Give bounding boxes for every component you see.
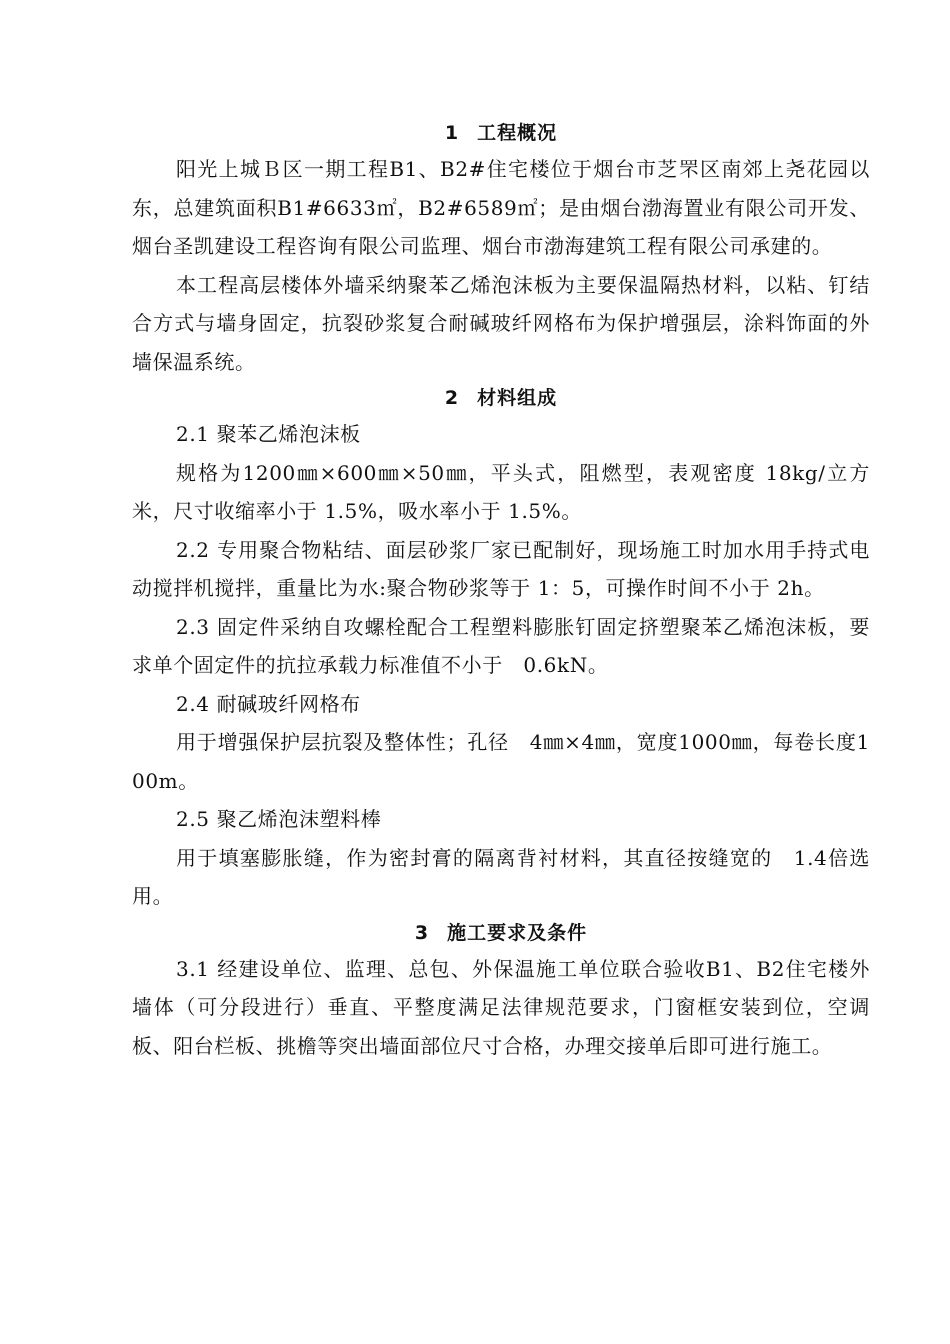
section-heading-3	[132, 916, 870, 950]
section-title: 工程概况	[477, 122, 558, 144]
paragraph: 2.2 专用聚合物粘结、面层砂浆厂家已配制好，现场施工时加水用手持式电动搅拌机搅拌，重量比为水:聚合物砂浆等于 1：5，可操作时间不小于 2h。	[132, 537, 870, 600]
section-number: 1	[444, 122, 460, 144]
subsection-title: 2.5 聚乙烯泡沫塑料棒	[176, 807, 382, 831]
paragraph: 用于增强保护层抗裂及整体性；孔径 4㎜×4㎜，宽度1000㎜，每卷长度100m。	[132, 730, 870, 793]
section-title: 材料组成	[477, 387, 558, 409]
section-heading-2	[132, 381, 870, 415]
paragraph: 用于填塞膨胀缝，作为密封膏的隔离背衬材料，其直径按缝宽的 1.4倍选用。	[132, 845, 870, 908]
subsection-title: 2.4 耐碱玻纤网格布	[176, 691, 361, 716]
section-number: 3	[414, 921, 430, 944]
section-heading-1	[132, 116, 870, 150]
section-number: 2	[444, 387, 460, 409]
paragraph: 3.1 经建设单位、监理、总包、外保温施工单位联合验收B1、B2住宅楼外墙体（可分段进行）垂直、平整度满足法律规范要求，门窗框安装到位，空调板、阳台栏板、挑檐等突出墙面部位尺寸合格，办理交接单后即可进行施工。	[132, 956, 870, 1058]
paragraph: 规格为1200㎜×600㎜×50㎜，平头式，阻燃型，表观密度 18kg/立方米，尺寸收缩率小于 1.5%，吸水率小于 1.5%。	[132, 460, 870, 523]
paragraph: 2.3 固定件采纳自攻螺栓配合工程塑料膨胀钉固定挤塑聚苯乙烯泡沫板，要求单个固定件的抗拉承载力标准值不小于 0.6kN。	[132, 614, 870, 677]
paragraph: 本工程高层楼体外墙采纳聚苯乙烯泡沫板为主要保温隔热材料，以粘、钉结合方式与墙身固定，抗裂砂浆复合耐碱玻纤网格布为保护增强层，涂料饰面的外墙保温系统。	[132, 272, 870, 374]
paragraph: 阳光上城Ｂ区一期工程B1、B2#住宅楼位于烟台市芝罘区南郊上尧花园以东，总建筑面积B1#6633㎡，B2#6589㎡；是由烟台渤海置业有限公司开发、烟台圣凯建设工程咨询有限公司监理、烟台市渤海建筑工程有限公司承建的。	[132, 157, 870, 258]
document-body	[132, 116, 870, 1065]
subsection-title: 2.1 聚苯乙烯泡沫板	[176, 422, 361, 446]
section-title: 施工要求及条件	[447, 921, 588, 944]
